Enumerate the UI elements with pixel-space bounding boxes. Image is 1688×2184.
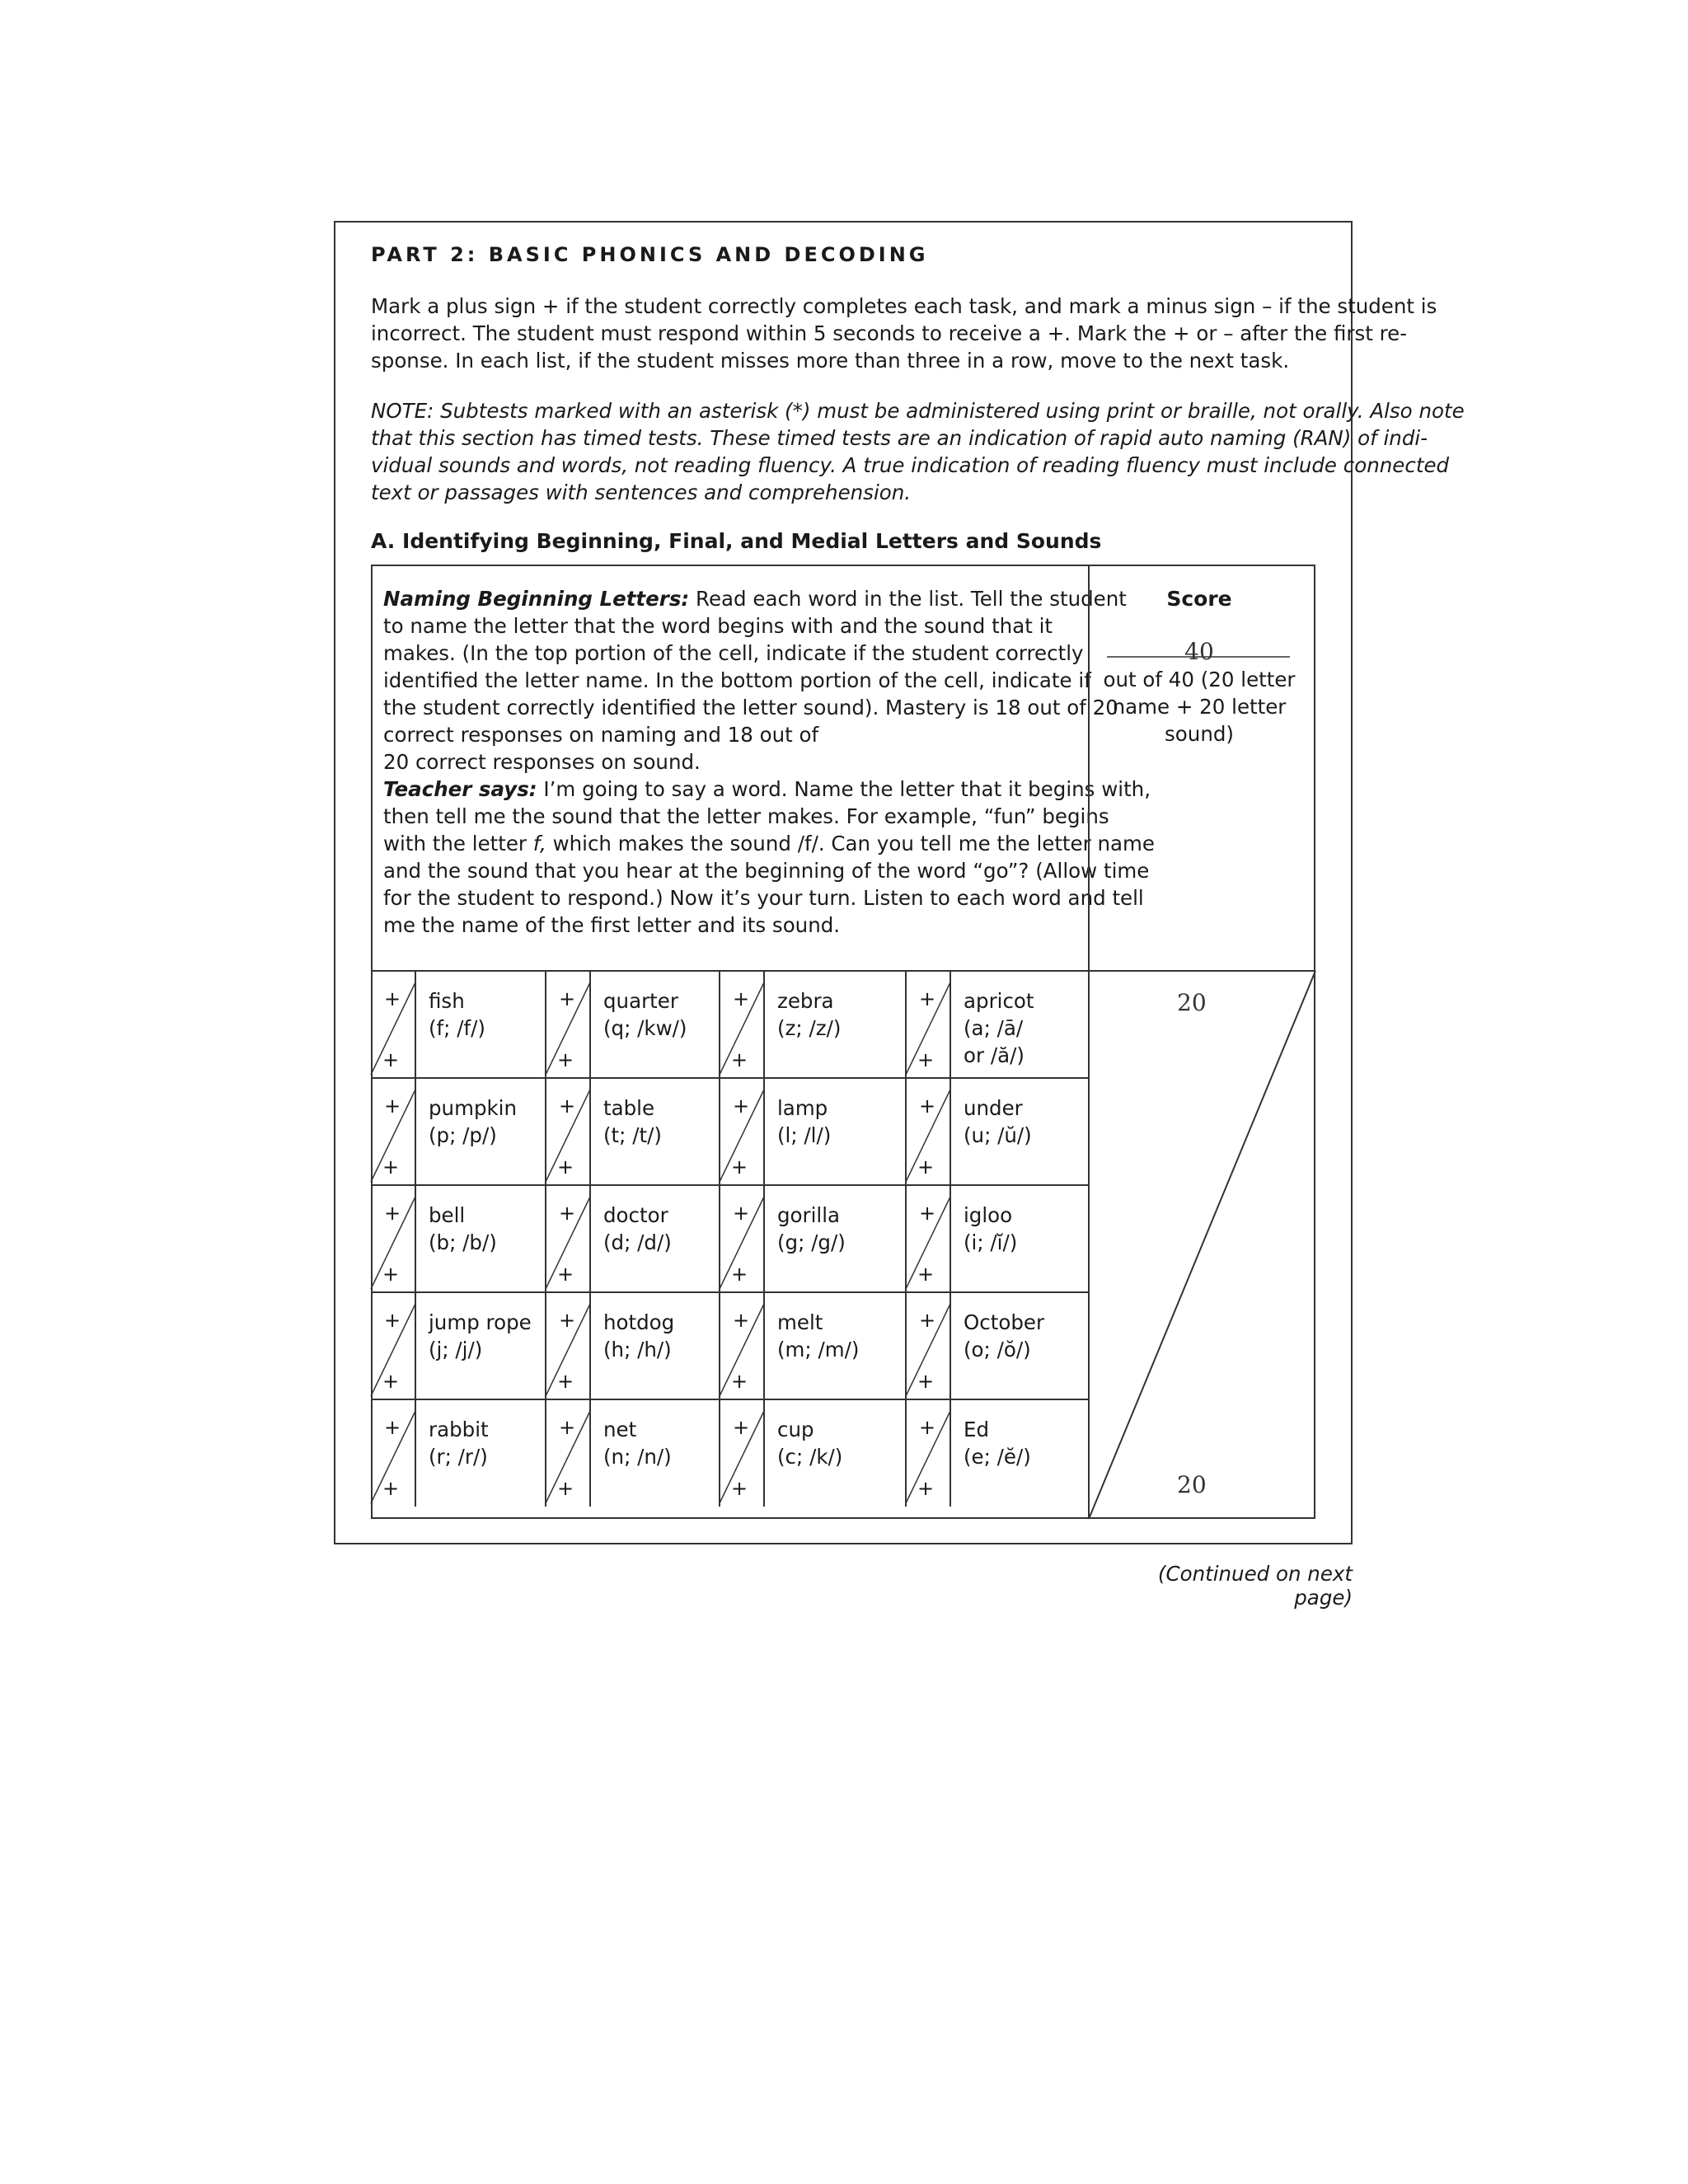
sound-mark[interactable]: + — [731, 1155, 748, 1179]
word-label: quarter — [603, 989, 678, 1013]
instructions-line: incorrect. The student must respond within 5 seconds to receive a +. Mark the + or – after the first re- — [371, 321, 1408, 345]
sound-mark[interactable]: + — [382, 1048, 400, 1071]
name-mark[interactable]: + — [733, 1094, 750, 1118]
word-cell — [777, 987, 841, 1042]
naming-line: to name the letter that the word begins with and the sound that it — [383, 614, 1053, 638]
word-label: net — [603, 1418, 637, 1441]
naming-line: makes. (In the top portion of the cell, indicate if the student correctly — [383, 641, 1084, 665]
letter-sound: or /ă/) — [964, 1043, 1025, 1067]
word-cell — [964, 1416, 1031, 1470]
name-mark[interactable]: + — [384, 1094, 401, 1118]
naming-line: the student correctly identified the letter sound). Mastery is 18 out of 20 — [383, 696, 1118, 719]
score-desc-line: name + 20 letter — [1112, 695, 1287, 719]
name-mark[interactable]: + — [384, 987, 401, 1010]
name-mark[interactable]: + — [559, 1416, 576, 1439]
sound-mark[interactable]: + — [731, 1048, 748, 1071]
naming-text: Read each word in the list. Tell the student — [689, 587, 1127, 611]
word-label: gorilla — [777, 1203, 841, 1227]
word-label: under — [964, 1096, 1023, 1120]
letter-sound: (e; /ĕ/) — [964, 1445, 1031, 1469]
instructions-line: Mark a plus sign + if the student correctly completes each task, and mark a minus sign – if the student is — [371, 294, 1437, 318]
word-cell — [964, 1094, 1032, 1149]
letter-sound: (o; /ŏ/) — [964, 1338, 1031, 1361]
word-label: table — [603, 1096, 655, 1120]
word-label: jump rope — [429, 1310, 532, 1334]
word-cell — [777, 1094, 831, 1149]
letter-sound: (g; /g/) — [777, 1230, 846, 1254]
score-sound-value: 20 — [1177, 1471, 1207, 1498]
word-label: zebra — [777, 989, 834, 1013]
score-total-value: 40 — [1184, 638, 1214, 665]
word-label: apricot — [964, 989, 1034, 1013]
name-mark[interactable]: + — [919, 1309, 936, 1332]
part-title: PART 2: BASIC PHONICS AND DECODING — [371, 243, 929, 266]
letter-sound: (p; /p/) — [429, 1123, 497, 1147]
sound-mark[interactable]: + — [917, 1370, 935, 1393]
teacher-line: for the student to respond.) Now it’s your turn. Listen to each word and tell — [383, 886, 1144, 910]
name-mark[interactable]: + — [384, 1309, 401, 1332]
sound-mark[interactable]: + — [557, 1370, 574, 1393]
word-cell — [429, 987, 485, 1042]
word-cell — [964, 1309, 1044, 1363]
sound-mark[interactable]: + — [382, 1477, 400, 1500]
word-cell — [964, 1202, 1017, 1256]
word-cell — [603, 987, 687, 1042]
sound-mark[interactable]: + — [917, 1477, 935, 1500]
note-line: text or passages with sentences and comprehension. — [371, 480, 912, 504]
word-label: cup — [777, 1418, 814, 1441]
teacher-line: and the sound that you hear at the beginning of the word “go”? (Allow time — [383, 859, 1150, 883]
word-cell — [603, 1094, 662, 1149]
sound-mark[interactable]: + — [557, 1155, 574, 1179]
letter-sound: (d; /d/) — [603, 1230, 672, 1254]
word-cell — [429, 1202, 497, 1256]
word-cell — [429, 1094, 517, 1149]
word-cell — [429, 1416, 489, 1470]
teacher-line: me the name of the first letter and its sound. — [383, 913, 841, 937]
letter-sound: (u; /ŭ/) — [964, 1123, 1032, 1147]
note-line: NOTE: Subtests marked with an asterisk (*) must be administered using print or braille, not orally. Also note — [371, 399, 1465, 423]
word-label: lamp — [777, 1096, 828, 1120]
teacher-line: then tell me the sound that the letter makes. For example, “fun” begins — [383, 804, 1109, 828]
teacher-line: with the letter f, which makes the sound /f/. Can you tell me the letter name — [383, 832, 1155, 855]
letter-sound: (c; /k/) — [777, 1445, 843, 1469]
letter-sound: (n; /n/) — [603, 1445, 672, 1469]
word-cell — [429, 1309, 532, 1363]
word-label: igloo — [964, 1203, 1013, 1227]
sound-mark[interactable]: + — [557, 1263, 574, 1286]
letter-sound: (h; /h/) — [603, 1338, 672, 1361]
teacher-label: Teacher says: — [383, 777, 537, 801]
score-desc-line: out of 40 (20 letter — [1103, 668, 1296, 691]
word-label: October — [964, 1310, 1045, 1334]
name-mark[interactable]: + — [733, 987, 750, 1010]
letter-sound: (l; /l/) — [777, 1123, 832, 1147]
score-title: Score — [1166, 587, 1232, 611]
name-mark[interactable]: + — [733, 1309, 750, 1332]
word-label: pumpkin — [429, 1096, 518, 1120]
name-mark[interactable]: + — [733, 1202, 750, 1225]
word-cell — [777, 1309, 859, 1363]
score-name-value: 20 — [1177, 989, 1207, 1016]
name-mark[interactable]: + — [919, 1202, 936, 1225]
letter-sound: (t; /t/) — [603, 1123, 662, 1147]
name-mark[interactable]: + — [559, 1309, 576, 1332]
word-label: bell — [429, 1203, 466, 1227]
word-cell — [603, 1309, 674, 1363]
sound-mark[interactable]: + — [731, 1477, 748, 1500]
letter-sound: (i; /ĭ/) — [964, 1230, 1018, 1254]
word-cell — [964, 987, 1034, 1069]
word-label: doctor — [603, 1203, 668, 1227]
name-mark[interactable]: + — [559, 1094, 576, 1118]
letter-sound: (a; /ā/ — [964, 1016, 1024, 1040]
sound-mark[interactable]: + — [382, 1370, 400, 1393]
letter-sound: (r; /r/) — [429, 1445, 488, 1469]
name-mark[interactable]: + — [733, 1416, 750, 1439]
word-cell — [777, 1416, 842, 1470]
letter-sound: (q; /kw/) — [603, 1016, 687, 1040]
name-mark[interactable]: + — [384, 1416, 401, 1439]
naming-line: correct responses on naming and 18 out of — [383, 723, 819, 747]
word-label: hotdog — [603, 1310, 675, 1334]
name-mark[interactable]: + — [919, 1094, 936, 1118]
sound-mark[interactable]: + — [382, 1263, 400, 1286]
letter-sound: (f; /f/) — [429, 1016, 485, 1040]
score-diagonal — [1089, 971, 1315, 1519]
name-mark[interactable]: + — [559, 987, 576, 1010]
letter-sound: (m; /m/) — [777, 1338, 860, 1361]
note-line: vidual sounds and words, not reading fluency. A true indication of reading fluency must include connected — [371, 453, 1450, 477]
sound-mark[interactable]: + — [557, 1048, 574, 1071]
letter-sound: (z; /z/) — [777, 1016, 842, 1040]
name-mark[interactable]: + — [559, 1202, 576, 1225]
sound-mark[interactable]: + — [917, 1048, 935, 1071]
word-label: melt — [777, 1310, 823, 1334]
naming-line: 20 correct responses on sound. — [383, 750, 701, 774]
word-cell — [603, 1202, 672, 1256]
letter-sound: (j; /j/) — [429, 1338, 483, 1361]
letter-sound: (b; /b/) — [429, 1230, 497, 1254]
note-line: that this section has timed tests. These timed tests are an indication of rapid auto naming (RAN) of indi- — [371, 426, 1428, 450]
name-mark[interactable]: + — [384, 1202, 401, 1225]
instructions-line: sponse. In each list, if the student misses more than three in a row, move to the next task. — [371, 349, 1290, 373]
word-label: rabbit — [429, 1418, 489, 1441]
sound-mark[interactable]: + — [731, 1263, 748, 1286]
naming-line: identified the letter name. In the bottom portion of the cell, indicate if — [383, 668, 1091, 692]
continued-note: (Continued on next page) — [1157, 1562, 1353, 1610]
score-desc-line: sound) — [1165, 722, 1234, 746]
sound-mark[interactable]: + — [557, 1477, 574, 1500]
sound-mark[interactable]: + — [917, 1155, 935, 1179]
sound-mark[interactable]: + — [731, 1370, 748, 1393]
sound-mark[interactable]: + — [382, 1155, 400, 1179]
sound-mark[interactable]: + — [917, 1263, 935, 1286]
name-mark[interactable]: + — [919, 1416, 936, 1439]
name-mark[interactable]: + — [919, 987, 936, 1010]
word-label: fish — [429, 989, 465, 1013]
naming-label: Naming Beginning Letters: — [383, 587, 690, 611]
word-cell — [603, 1416, 672, 1470]
word-label: Ed — [964, 1418, 990, 1441]
teacher-text: I’m going to say a word. Name the letter that it begins with, — [537, 777, 1151, 801]
section-heading: A. Identifying Beginning, Final, and Medial Letters and Sounds — [371, 529, 1102, 553]
word-cell — [777, 1202, 846, 1256]
